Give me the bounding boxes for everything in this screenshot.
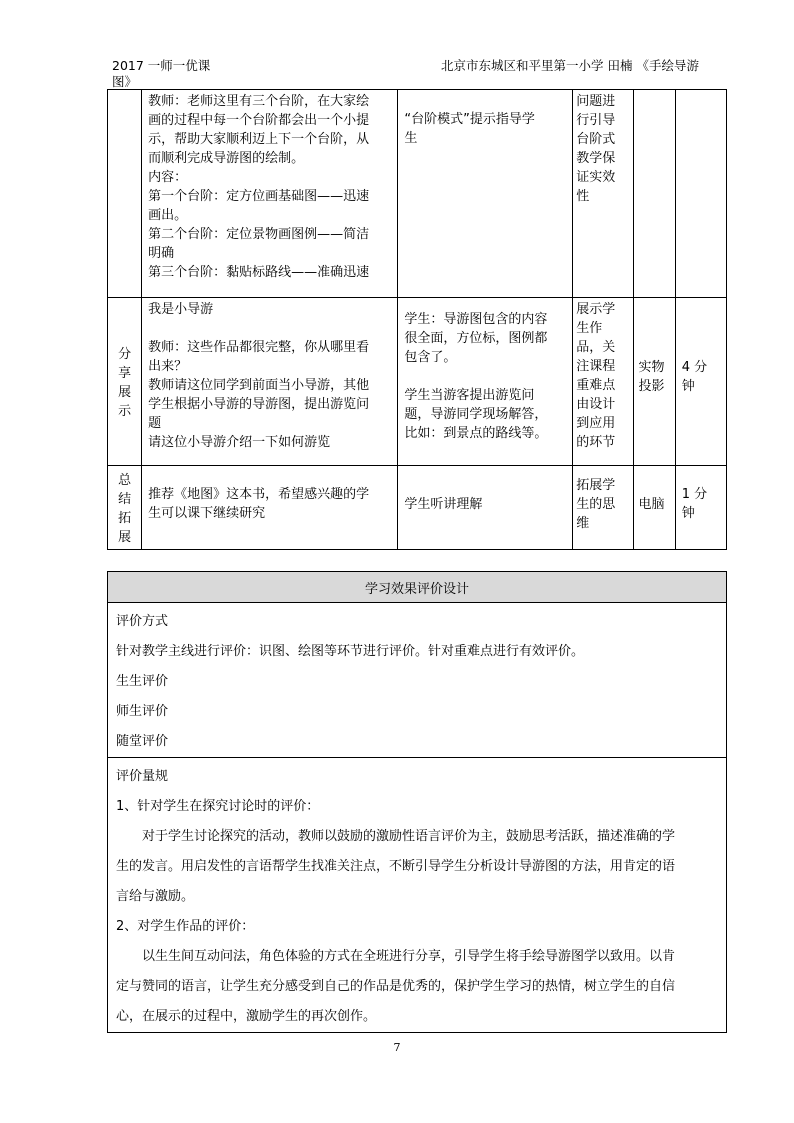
method-heading: 评价方式 (116, 614, 169, 629)
stage-char: 示 (118, 403, 132, 419)
time-line: 钟 (681, 379, 695, 394)
time-cell (675, 466, 726, 550)
method-line: 针对教学主线进行评价：识图、绘图等环节进行评价。针对重难点进行有效评价。 (116, 644, 585, 659)
intent-line: 行引导 (576, 113, 616, 128)
media-cell (633, 90, 675, 298)
content-line: 而顺利完成导游图的绘制。 (148, 151, 305, 166)
stage-cell (108, 466, 142, 550)
evaluation-rubric-cell (108, 758, 727, 1033)
stage-char: 拓 (118, 510, 132, 526)
header-course-title-cont: 图》 (112, 74, 138, 89)
design-intent-cell (573, 466, 633, 550)
evaluation-table (107, 571, 727, 1033)
intent-line: 问题进 (576, 94, 616, 109)
intent-line: 维 (576, 516, 590, 531)
student-line: 包含了。 (404, 350, 457, 365)
student-activity-cell (398, 466, 573, 550)
media-cell (633, 298, 675, 466)
intent-line: 拓展学 (576, 478, 616, 493)
method-line: 生生评价 (116, 674, 169, 689)
time-line: 1 分 (681, 487, 708, 502)
media-line: 实物 (638, 360, 665, 375)
student-line: 学生当游客提出游览问 (404, 388, 535, 403)
content-line: 推荐《地图》这本书，希望感兴趣的学 (148, 487, 370, 502)
intent-line: 生作 (576, 321, 603, 336)
page-number: 7 (393, 1041, 401, 1054)
rubric-line: 对于学生讨论探究的活动，教师以鼓励的激励性语言评价为主，鼓励思考活跃，描述准确的学 (142, 829, 676, 844)
method-line: 师生评价 (116, 704, 169, 719)
content-line: 请这位小导游介绍一下如何游览 (148, 435, 331, 450)
intent-line: 展示学 (576, 302, 616, 317)
intent-line: 品，关 (576, 340, 616, 355)
intent-line: 到应用 (576, 416, 616, 431)
stage-char: 展 (118, 384, 132, 400)
media-cell (633, 466, 675, 550)
rubric-item-title: 2、对学生作品的评价： (116, 919, 255, 934)
teacher-content-cell (142, 90, 398, 298)
stage-cell (108, 298, 142, 466)
evaluation-method-cell (108, 603, 727, 758)
intent-line: 重难点 (576, 378, 616, 393)
content-line: 出来？ (148, 359, 188, 374)
stage-char: 总 (118, 472, 132, 488)
rubric-item-title: 1、针对学生在探究讨论时的评价： (116, 799, 320, 814)
intent-line: 注课程 (576, 359, 616, 374)
content-line: 题 (148, 416, 162, 431)
intent-line: 台阶式 (576, 132, 616, 147)
blank-line (148, 319, 391, 338)
rubric-line: 心，在展示的过程中，激励学生的再次创作。 (116, 1009, 377, 1024)
content-line: 生可以课下继续研究 (148, 506, 266, 521)
content-line: 示，帮助大家顺利迈上下一个台阶，从 (148, 132, 370, 147)
content-line: 教师请这位同学到前面当小导游，其他 (148, 378, 370, 393)
content-line: 明确 (148, 246, 175, 261)
header-course-title: 2017 一师一优课 (112, 58, 211, 73)
time-line: 钟 (681, 506, 695, 521)
design-intent-cell (573, 90, 633, 298)
rubric-heading: 评价量规 (116, 769, 169, 784)
student-line: 很全面，方位标，图例都 (404, 331, 548, 346)
content-line: 第一个台阶：定方位画基础图——迅速 (148, 189, 370, 204)
stage-char: 分 (118, 346, 132, 362)
content-line: 第三个台阶：黏贴标路线——准确迅速 (148, 265, 370, 280)
teacher-content-cell (142, 298, 398, 466)
student-activity-cell (398, 90, 573, 298)
student-line: 生 (404, 131, 418, 146)
method-line: 随堂评价 (116, 734, 169, 749)
intent-line: 的环节 (576, 435, 616, 450)
blank-line (404, 367, 566, 386)
rubric-line: 言给与激励。 (116, 889, 195, 904)
table-row (108, 90, 727, 298)
table-row (108, 572, 727, 603)
student-line: 题，导游同学现场解答， (404, 407, 548, 422)
rubric-line: 定与赞同的语言，让学生充分感受到自己的作品是优秀的，保护学生学习的热情，树立学生的自信 (116, 979, 676, 994)
media-line: 电脑 (638, 497, 665, 512)
stage-cell (108, 90, 142, 298)
content-line: 画的过程中每一个台阶都会出一个小提 (148, 113, 370, 128)
time-line: 4 分 (681, 360, 708, 375)
content-line: 学生根据小导游的导游图，提出游览问 (148, 397, 370, 412)
student-line: 比如：到景点的路线等。 (404, 426, 548, 441)
content-line: 教师：这些作品都很完整，你从哪里看 (148, 340, 370, 355)
intent-line: 性 (576, 189, 590, 204)
rubric-line: 生的发言。用启发性的言语帮学生找准关注点，不断引导学生分析设计导游图的方法，用肯定的语 (116, 859, 676, 874)
stage-char: 展 (118, 529, 132, 545)
evaluation-title: 学习效果评价设计 (108, 572, 727, 603)
intent-line: 生的思 (576, 497, 616, 512)
header-left (112, 58, 222, 90)
table-row (108, 758, 727, 1033)
time-cell (675, 90, 726, 298)
table-row (108, 466, 727, 550)
content-line: 画出。 (148, 208, 188, 223)
table-row (108, 298, 727, 466)
content-line: 第二个台阶：定位景物画图例——简洁 (148, 227, 370, 242)
student-line: 学生听讲理解 (404, 497, 483, 512)
rubric-line: 以生生间互动问法，角色体验的方式在全班进行分享，引导学生将手绘导游图学以致用。以肯 (142, 949, 676, 964)
table-row (108, 603, 727, 758)
content-line: 我是小导游 (148, 302, 214, 317)
student-line: 学生：导游图包含的内容 (404, 312, 548, 327)
intent-line: 证实效 (576, 170, 616, 185)
intent-line: 由设计 (576, 397, 616, 412)
content-line: 内容： (148, 170, 188, 185)
stage-char: 结 (118, 491, 132, 507)
time-cell (675, 298, 726, 466)
student-line: “台阶模式”提示指导学 (404, 112, 535, 127)
student-activity-cell (398, 298, 573, 466)
teacher-content-cell (142, 466, 398, 550)
lesson-process-table (107, 89, 727, 550)
media-line: 投影 (638, 379, 665, 394)
content-line: 教师：老师这里有三个台阶，在大家绘 (148, 94, 370, 109)
design-intent-cell (573, 298, 633, 466)
header-school-author: 北京市东城区和平里第一小学 田楠 《手绘导游 (441, 58, 699, 73)
stage-char: 享 (118, 365, 132, 381)
intent-line: 教学保 (576, 151, 616, 166)
